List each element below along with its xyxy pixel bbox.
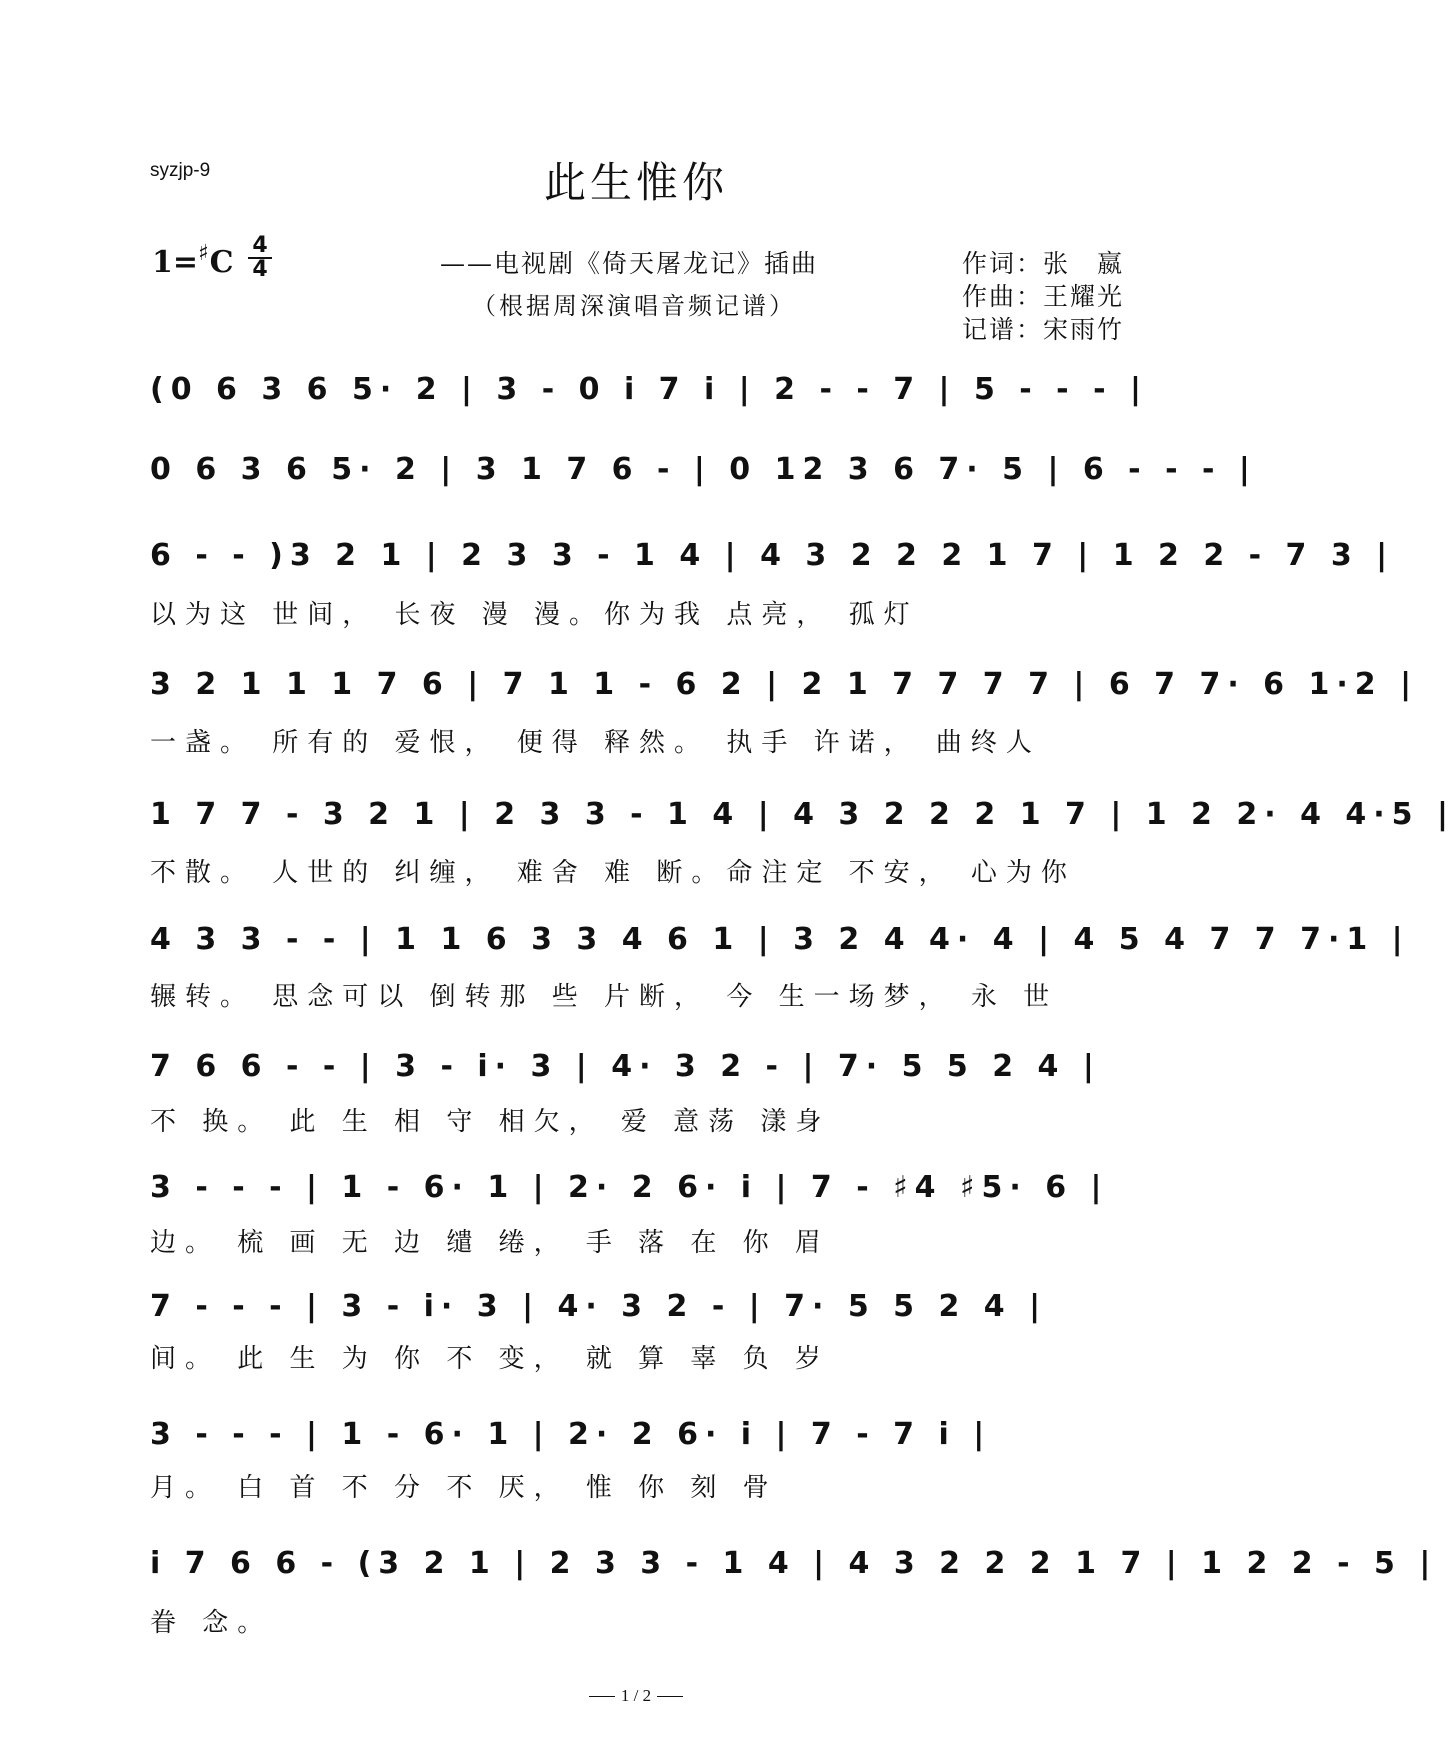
- transcription-note: （根据周深演唱音频记谱）: [472, 292, 796, 320]
- music-line-4: 3 2 1 1 1 7 6 | 7 1 1 - 6 2 | 2 1 7 7 7 7 | 6 7 7· 6 1·2 |: [150, 667, 1419, 702]
- page-number-text: 1 / 2: [620, 1686, 652, 1705]
- lyric-line-8: 边。 梳 画 无 边 缱 绻， 手 落 在 你 眉: [150, 1228, 830, 1258]
- music-line-7: 7 6 6 - - | 3 - i· 3 | 4· 3 2 - | 7· 5 5 2 4 |: [150, 1049, 1101, 1084]
- time-signature: [248, 233, 272, 282]
- music-line-8: 3 - - - | 1 - 6· 1 | 2· 2 6· i | 7 - ♯4 ♯5· 6 |: [150, 1170, 1109, 1205]
- music-line-3: 6 - - )3 2 1 | 2 3 3 - 1 4 | 4 3 2 2 2 1 7 | 1 2 2 - 7 3 |: [150, 538, 1395, 573]
- subtitle: ——电视剧《倚天屠龙记》插曲: [440, 249, 819, 278]
- meter-top: 4: [252, 233, 268, 258]
- song-title: 此生惟你: [543, 158, 728, 207]
- score-reference-code: syzjp-9: [150, 160, 211, 181]
- meter-bottom: 4: [252, 257, 268, 282]
- music-line-6: 4 3 3 - - | 1 1 6 3 3 4 6 1 | 3 2 4 4· 4 | 4 5 4 7 7 7·1 |: [150, 922, 1410, 957]
- lyric-line-5: 不散。 人世的 纠缠， 难舍 难 断。命注定 不安， 心为你: [150, 858, 1076, 888]
- lyric-line-3: 以为这 世间， 长夜 漫 漫。你为我 点亮， 孤灯: [150, 600, 919, 630]
- key-prefix: 1=: [152, 245, 199, 280]
- music-line-10: 3 - - - | 1 - 6· 1 | 2· 2 6· i | 7 - 7 i |: [150, 1417, 992, 1452]
- lyric-line-6: 辗转。 思念可以 倒转那 些 片断， 今 生一场梦， 永 世: [150, 982, 1059, 1012]
- credit-lyricist: 作词：张 嬴: [962, 249, 1125, 278]
- music-line-5: 1 7 7 - 3 2 1 | 2 3 3 - 1 4 | 4 3 2 2 2 1 7 | 1 2 2· 4 4·5 |: [150, 797, 1455, 832]
- credit-composer: 作曲：王耀光: [962, 282, 1125, 311]
- lyric-line-11: 眷 念。: [150, 1608, 273, 1638]
- music-line-2: 0 6 3 6 5· 2 | 3 1 7 6 - | 0 12 3 6 7· 5 | 6 - - - |: [150, 452, 1257, 487]
- credit-transcriber: 记谱：宋雨竹: [962, 315, 1125, 344]
- key-signature: [152, 240, 234, 280]
- page-number: [0, 1686, 1272, 1706]
- lyric-line-4: 一盏。 所有的 爱恨， 便得 释然。 执手 许诺， 曲终人: [150, 728, 1041, 758]
- key-letter: C: [209, 245, 234, 280]
- music-line-11: i 7 6 6 - (3 2 1 | 2 3 3 - 1 4 | 4 3 2 2 2 1 7 | 1 2 2 - 5 |: [150, 1546, 1438, 1581]
- music-line-1: (0 6 3 6 5· 2 | 3 - 0 i 7 i | 2 - - 7 | 5 - - - |: [150, 372, 1148, 407]
- music-line-9: 7 - - - | 3 - i· 3 | 4· 3 2 - | 7· 5 5 2 4 |: [150, 1289, 1048, 1324]
- lyric-line-7: 不 换。 此 生 相 守 相欠， 爱 意荡 漾身: [150, 1107, 831, 1137]
- lyric-line-9: 间。 此 生 为 你 不 变， 就 算 辜 负 岁: [150, 1344, 830, 1374]
- sharp-sign-icon: ♯: [198, 240, 209, 266]
- lyric-line-10: 月。 白 首 不 分 不 厌， 惟 你 刻 骨: [150, 1473, 778, 1503]
